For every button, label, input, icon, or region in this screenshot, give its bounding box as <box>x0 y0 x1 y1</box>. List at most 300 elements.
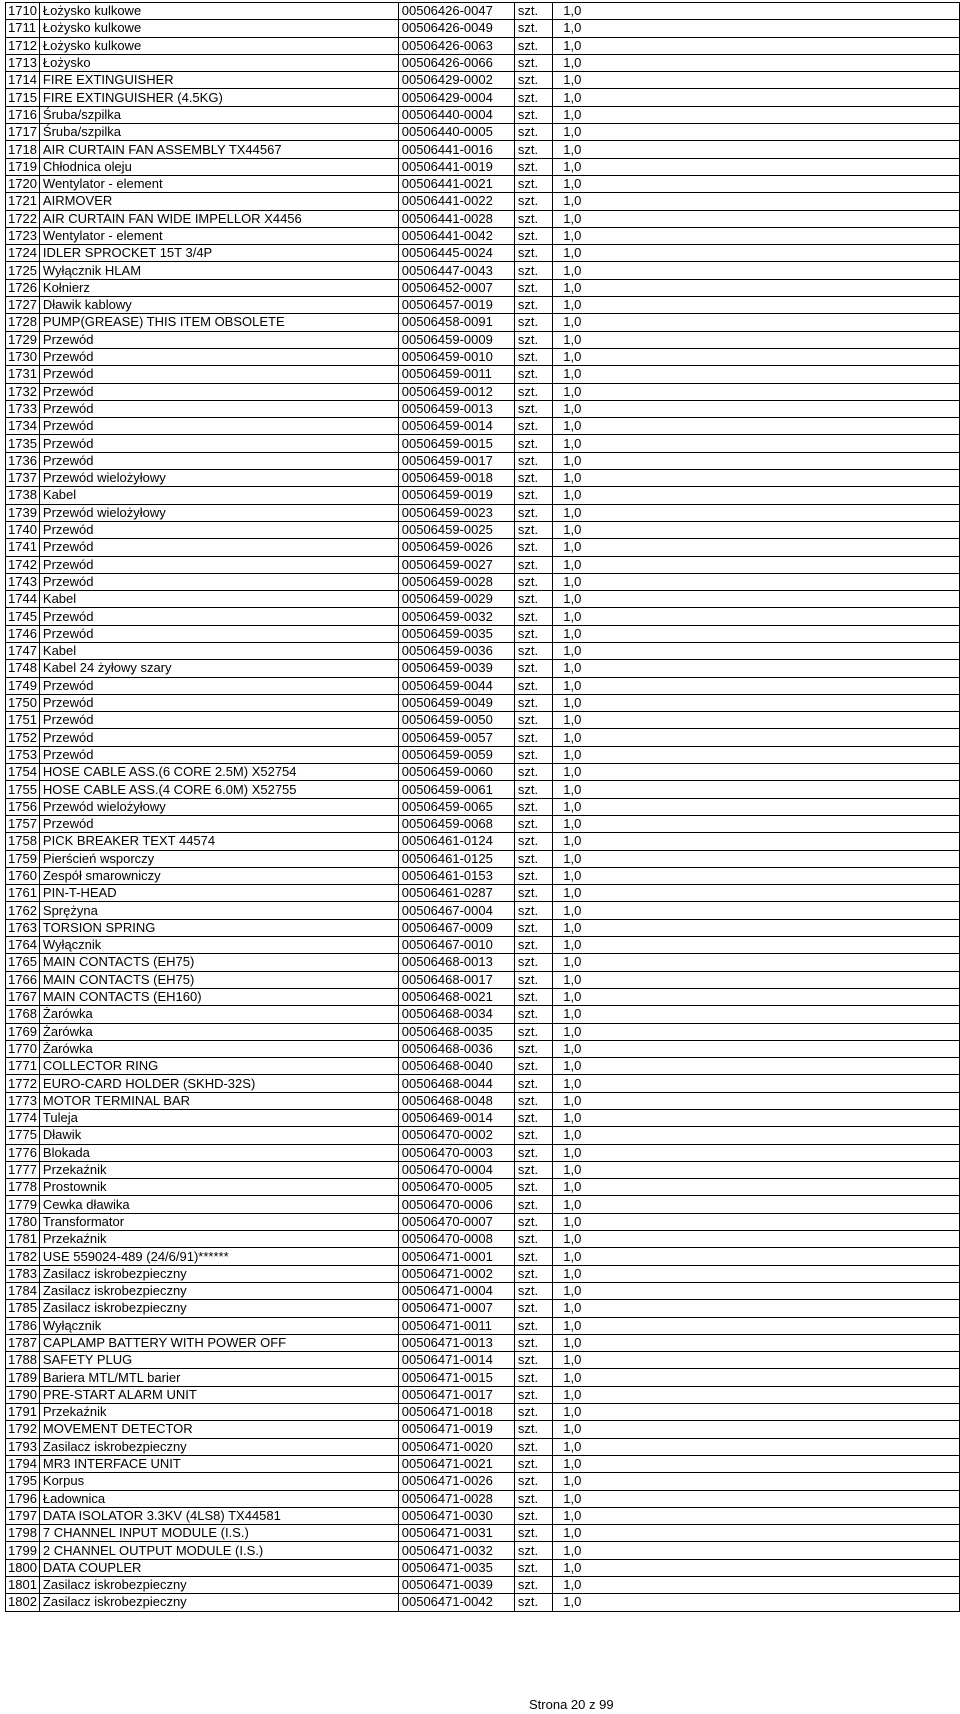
row-number-cell: 1762 <box>6 902 40 919</box>
item-name-cell: Przewód <box>39 625 398 642</box>
table-row <box>6 1127 960 1144</box>
quantity-cell: 1,0 <box>553 470 960 487</box>
table-row <box>6 746 960 763</box>
quantity-cell: 1,0 <box>553 1473 960 1490</box>
row-number-cell: 1761 <box>6 885 40 902</box>
item-code-cell: 00506471-0014 <box>398 1352 514 1369</box>
quantity-cell: 1,0 <box>553 193 960 210</box>
table-row <box>6 1092 960 1109</box>
unit-cell: szt. <box>514 1110 552 1127</box>
table-row <box>6 418 960 435</box>
table-row <box>6 37 960 54</box>
quantity-cell: 1,0 <box>553 1179 960 1196</box>
row-number-cell: 1718 <box>6 141 40 158</box>
item-code-cell: 00506459-0039 <box>398 660 514 677</box>
row-number-cell: 1731 <box>6 366 40 383</box>
unit-cell: szt. <box>514 1092 552 1109</box>
row-number-cell: 1743 <box>6 573 40 590</box>
item-code-cell: 00506440-0005 <box>398 124 514 141</box>
quantity-cell: 1,0 <box>553 660 960 677</box>
quantity-cell: 1,0 <box>553 106 960 123</box>
table-row <box>6 1369 960 1386</box>
item-name-cell: Sprężyna <box>39 902 398 919</box>
unit-cell: szt. <box>514 366 552 383</box>
item-code-cell: 00506470-0005 <box>398 1179 514 1196</box>
unit-cell: szt. <box>514 937 552 954</box>
quantity-cell: 1,0 <box>553 314 960 331</box>
item-name-cell: Przekaźnik <box>39 1404 398 1421</box>
quantity-cell: 1,0 <box>553 89 960 106</box>
unit-cell: szt. <box>514 1577 552 1594</box>
item-code-cell: 00506471-0026 <box>398 1473 514 1490</box>
quantity-cell: 1,0 <box>553 1334 960 1351</box>
row-number-cell: 1737 <box>6 470 40 487</box>
item-code-cell: 00506459-0049 <box>398 694 514 711</box>
row-number-cell: 1760 <box>6 867 40 884</box>
item-code-cell: 00506429-0004 <box>398 89 514 106</box>
unit-cell: szt. <box>514 487 552 504</box>
quantity-cell: 1,0 <box>553 1161 960 1178</box>
table-row <box>6 902 960 919</box>
quantity-cell: 1,0 <box>553 1110 960 1127</box>
unit-cell: szt. <box>514 1248 552 1265</box>
item-name-cell: Łożysko <box>39 54 398 71</box>
table-row <box>6 1248 960 1265</box>
table-row <box>6 1577 960 1594</box>
item-name-cell: Przewód <box>39 556 398 573</box>
row-number-cell: 1781 <box>6 1231 40 1248</box>
item-name-cell: MAIN CONTACTS (EH75) <box>39 954 398 971</box>
row-number-cell: 1715 <box>6 89 40 106</box>
item-name-cell: Przewód <box>39 573 398 590</box>
quantity-cell: 1,0 <box>553 677 960 694</box>
unit-cell: szt. <box>514 1473 552 1490</box>
item-name-cell: FIRE EXTINGUISHER <box>39 72 398 89</box>
item-name-cell: AIR CURTAIN FAN WIDE IMPELLOR X4456 <box>39 210 398 227</box>
item-code-cell: 00506468-0035 <box>398 1023 514 1040</box>
item-name-cell: MR3 INTERFACE UNIT <box>39 1455 398 1472</box>
unit-cell: szt. <box>514 902 552 919</box>
item-name-cell: Blokada <box>39 1144 398 1161</box>
row-number-cell: 1766 <box>6 971 40 988</box>
row-number-cell: 1717 <box>6 124 40 141</box>
unit-cell: szt. <box>514 867 552 884</box>
row-number-cell: 1797 <box>6 1507 40 1524</box>
table-row <box>6 885 960 902</box>
row-number-cell: 1755 <box>6 781 40 798</box>
unit-cell: szt. <box>514 694 552 711</box>
item-name-cell: Tuleja <box>39 1110 398 1127</box>
quantity-cell: 1,0 <box>553 764 960 781</box>
item-name-cell: SAFETY PLUG <box>39 1352 398 1369</box>
quantity-cell: 1,0 <box>553 850 960 867</box>
table-row <box>6 1213 960 1230</box>
item-name-cell: Żarówka <box>39 1023 398 1040</box>
quantity-cell: 1,0 <box>553 331 960 348</box>
unit-cell: szt. <box>514 1490 552 1507</box>
quantity-cell: 1,0 <box>553 1490 960 1507</box>
item-code-cell: 00506468-0048 <box>398 1092 514 1109</box>
item-code-cell: 00506459-0019 <box>398 487 514 504</box>
item-code-cell: 00506459-0029 <box>398 591 514 608</box>
unit-cell: szt. <box>514 470 552 487</box>
item-name-cell: Dławik <box>39 1127 398 1144</box>
unit-cell: szt. <box>514 971 552 988</box>
row-number-cell: 1790 <box>6 1386 40 1403</box>
item-code-cell: 00506461-0125 <box>398 850 514 867</box>
table-row <box>6 937 960 954</box>
quantity-cell: 1,0 <box>553 694 960 711</box>
item-code-cell: 00506426-0066 <box>398 54 514 71</box>
row-number-cell: 1728 <box>6 314 40 331</box>
item-code-cell: 00506468-0021 <box>398 988 514 1005</box>
table-row <box>6 158 960 175</box>
item-code-cell: 00506441-0019 <box>398 158 514 175</box>
unit-cell: szt. <box>514 1559 552 1576</box>
unit-cell: szt. <box>514 660 552 677</box>
quantity-cell: 1,0 <box>553 919 960 936</box>
quantity-cell: 1,0 <box>553 1213 960 1230</box>
row-number-cell: 1738 <box>6 487 40 504</box>
item-name-cell: Korpus <box>39 1473 398 1490</box>
unit-cell: szt. <box>514 677 552 694</box>
row-number-cell: 1782 <box>6 1248 40 1265</box>
item-name-cell: MOTOR TERMINAL BAR <box>39 1092 398 1109</box>
parts-table-body <box>6 3 960 1612</box>
item-code-cell: 00506467-0010 <box>398 937 514 954</box>
unit-cell: szt. <box>514 556 552 573</box>
item-name-cell: Przewód <box>39 331 398 348</box>
unit-cell: szt. <box>514 141 552 158</box>
quantity-cell: 1,0 <box>553 1594 960 1611</box>
row-number-cell: 1719 <box>6 158 40 175</box>
quantity-cell: 1,0 <box>553 366 960 383</box>
item-code-cell: 00506459-0044 <box>398 677 514 694</box>
quantity-cell: 1,0 <box>553 815 960 832</box>
unit-cell: szt. <box>514 314 552 331</box>
item-name-cell: Przewód <box>39 400 398 417</box>
item-code-cell: 00506426-0049 <box>398 20 514 37</box>
table-row <box>6 1075 960 1092</box>
table-row <box>6 1542 960 1559</box>
unit-cell: szt. <box>514 1144 552 1161</box>
row-number-cell: 1748 <box>6 660 40 677</box>
table-row <box>6 729 960 746</box>
item-name-cell: Wyłącznik HLAM <box>39 262 398 279</box>
unit-cell: szt. <box>514 642 552 659</box>
unit-cell: szt. <box>514 297 552 314</box>
quantity-cell: 1,0 <box>553 885 960 902</box>
unit-cell: szt. <box>514 1455 552 1472</box>
item-name-cell: Przewód wielożyłowy <box>39 470 398 487</box>
item-code-cell: 00506471-0004 <box>398 1282 514 1299</box>
table-row <box>6 988 960 1005</box>
unit-cell: szt. <box>514 37 552 54</box>
item-name-cell: Łożysko kulkowe <box>39 3 398 20</box>
row-number-cell: 1751 <box>6 712 40 729</box>
item-name-cell: HOSE CABLE ASS.(6 CORE 2.5M) X52754 <box>39 764 398 781</box>
item-code-cell: 00506471-0011 <box>398 1317 514 1334</box>
quantity-cell: 1,0 <box>553 1282 960 1299</box>
item-code-cell: 00506471-0019 <box>398 1421 514 1438</box>
row-number-cell: 1800 <box>6 1559 40 1576</box>
parts-table <box>5 2 960 1612</box>
table-row <box>6 919 960 936</box>
quantity-cell: 1,0 <box>553 1542 960 1559</box>
item-code-cell: 00506471-0001 <box>398 1248 514 1265</box>
row-number-cell: 1767 <box>6 988 40 1005</box>
unit-cell: szt. <box>514 175 552 192</box>
quantity-cell: 1,0 <box>553 54 960 71</box>
item-code-cell: 00506426-0063 <box>398 37 514 54</box>
item-name-cell: Przekaźnik <box>39 1231 398 1248</box>
row-number-cell: 1770 <box>6 1040 40 1057</box>
table-row <box>6 1179 960 1196</box>
item-name-cell: Zasilacz iskrobezpieczny <box>39 1577 398 1594</box>
table-row <box>6 1231 960 1248</box>
table-row <box>6 1023 960 1040</box>
table-row <box>6 487 960 504</box>
row-number-cell: 1795 <box>6 1473 40 1490</box>
table-row <box>6 1040 960 1057</box>
item-name-cell: Wentylator - element <box>39 175 398 192</box>
item-name-cell: Zasilacz iskrobezpieczny <box>39 1594 398 1611</box>
table-row <box>6 245 960 262</box>
unit-cell: szt. <box>514 1213 552 1230</box>
table-row <box>6 106 960 123</box>
table-row <box>6 72 960 89</box>
unit-cell: szt. <box>514 1317 552 1334</box>
quantity-cell: 1,0 <box>553 988 960 1005</box>
row-number-cell: 1759 <box>6 850 40 867</box>
quantity-cell: 1,0 <box>553 642 960 659</box>
item-name-cell: Wyłącznik <box>39 1317 398 1334</box>
table-row <box>6 556 960 573</box>
quantity-cell: 1,0 <box>553 625 960 642</box>
item-name-cell: Przewód wielożyłowy <box>39 798 398 815</box>
unit-cell: szt. <box>514 746 552 763</box>
row-number-cell: 1786 <box>6 1317 40 1334</box>
item-code-cell: 00506471-0021 <box>398 1455 514 1472</box>
item-name-cell: Wyłącznik <box>39 937 398 954</box>
item-code-cell: 00506459-0018 <box>398 470 514 487</box>
row-number-cell: 1758 <box>6 833 40 850</box>
quantity-cell: 1,0 <box>553 504 960 521</box>
item-code-cell: 00506468-0040 <box>398 1058 514 1075</box>
quantity-cell: 1,0 <box>553 1196 960 1213</box>
item-code-cell: 00506426-0047 <box>398 3 514 20</box>
row-number-cell: 1769 <box>6 1023 40 1040</box>
table-row <box>6 1473 960 1490</box>
item-code-cell: 00506459-0011 <box>398 366 514 383</box>
item-code-cell: 00506461-0124 <box>398 833 514 850</box>
row-number-cell: 1725 <box>6 262 40 279</box>
quantity-cell: 1,0 <box>553 158 960 175</box>
quantity-cell: 1,0 <box>553 348 960 365</box>
row-number-cell: 1726 <box>6 279 40 296</box>
quantity-cell: 1,0 <box>553 971 960 988</box>
unit-cell: szt. <box>514 89 552 106</box>
quantity-cell: 1,0 <box>553 1421 960 1438</box>
table-row <box>6 781 960 798</box>
item-name-cell: Żarówka <box>39 1040 398 1057</box>
row-number-cell: 1789 <box>6 1369 40 1386</box>
table-row <box>6 1144 960 1161</box>
row-number-cell: 1727 <box>6 297 40 314</box>
unit-cell: szt. <box>514 348 552 365</box>
table-row <box>6 971 960 988</box>
unit-cell: szt. <box>514 20 552 37</box>
quantity-cell: 1,0 <box>553 1040 960 1057</box>
item-name-cell: Przewód <box>39 746 398 763</box>
quantity-cell: 1,0 <box>553 521 960 538</box>
table-row <box>6 1421 960 1438</box>
item-name-cell: Przewód wielożyłowy <box>39 504 398 521</box>
item-code-cell: 00506468-0013 <box>398 954 514 971</box>
row-number-cell: 1775 <box>6 1127 40 1144</box>
item-name-cell: Przewód <box>39 729 398 746</box>
table-row <box>6 400 960 417</box>
table-row <box>6 383 960 400</box>
row-number-cell: 1753 <box>6 746 40 763</box>
row-number-cell: 1799 <box>6 1542 40 1559</box>
quantity-cell: 1,0 <box>553 1525 960 1542</box>
item-name-cell: PIN-T-HEAD <box>39 885 398 902</box>
item-code-cell: 00506459-0059 <box>398 746 514 763</box>
row-number-cell: 1733 <box>6 400 40 417</box>
item-name-cell: Przewód <box>39 452 398 469</box>
item-name-cell: Żarówka <box>39 1006 398 1023</box>
item-code-cell: 00506471-0002 <box>398 1265 514 1282</box>
unit-cell: szt. <box>514 919 552 936</box>
unit-cell: szt. <box>514 106 552 123</box>
unit-cell: szt. <box>514 591 552 608</box>
item-name-cell: Przewód <box>39 348 398 365</box>
item-name-cell: Śruba/szpilka <box>39 124 398 141</box>
item-code-cell: 00506471-0017 <box>398 1386 514 1403</box>
quantity-cell: 1,0 <box>553 279 960 296</box>
unit-cell: szt. <box>514 1507 552 1524</box>
table-row <box>6 193 960 210</box>
row-number-cell: 1788 <box>6 1352 40 1369</box>
table-row <box>6 608 960 625</box>
table-row <box>6 124 960 141</box>
unit-cell: szt. <box>514 1075 552 1092</box>
table-row <box>6 677 960 694</box>
quantity-cell: 1,0 <box>553 1352 960 1369</box>
unit-cell: szt. <box>514 1265 552 1282</box>
table-row <box>6 1110 960 1127</box>
item-code-cell: 00506471-0020 <box>398 1438 514 1455</box>
unit-cell: szt. <box>514 1404 552 1421</box>
unit-cell: szt. <box>514 1127 552 1144</box>
quantity-cell: 1,0 <box>553 1006 960 1023</box>
item-code-cell: 00506459-0017 <box>398 452 514 469</box>
unit-cell: szt. <box>514 418 552 435</box>
item-name-cell: USE 559024-489 (24/6/91)****** <box>39 1248 398 1265</box>
quantity-cell: 1,0 <box>553 608 960 625</box>
row-number-cell: 1773 <box>6 1092 40 1109</box>
table-row <box>6 262 960 279</box>
item-name-cell: Zasilacz iskrobezpieczny <box>39 1265 398 1282</box>
table-row <box>6 591 960 608</box>
item-name-cell: Zasilacz iskrobezpieczny <box>39 1300 398 1317</box>
quantity-cell: 1,0 <box>553 712 960 729</box>
item-name-cell: Pierścień wsporczy <box>39 850 398 867</box>
item-name-cell: Ładownica <box>39 1490 398 1507</box>
row-number-cell: 1722 <box>6 210 40 227</box>
table-row <box>6 54 960 71</box>
item-code-cell: 00506467-0004 <box>398 902 514 919</box>
row-number-cell: 1771 <box>6 1058 40 1075</box>
row-number-cell: 1794 <box>6 1455 40 1472</box>
table-row <box>6 539 960 556</box>
quantity-cell: 1,0 <box>553 400 960 417</box>
item-name-cell: DATA COUPLER <box>39 1559 398 1576</box>
item-code-cell: 00506470-0007 <box>398 1213 514 1230</box>
table-row <box>6 642 960 659</box>
unit-cell: szt. <box>514 54 552 71</box>
table-row <box>6 1161 960 1178</box>
table-row <box>6 764 960 781</box>
item-code-cell: 00506441-0016 <box>398 141 514 158</box>
unit-cell: szt. <box>514 227 552 244</box>
unit-cell: szt. <box>514 729 552 746</box>
row-number-cell: 1764 <box>6 937 40 954</box>
item-code-cell: 00506457-0019 <box>398 297 514 314</box>
table-row <box>6 1438 960 1455</box>
table-row <box>6 694 960 711</box>
quantity-cell: 1,0 <box>553 435 960 452</box>
item-code-cell: 00506441-0022 <box>398 193 514 210</box>
quantity-cell: 1,0 <box>553 1438 960 1455</box>
quantity-cell: 1,0 <box>553 798 960 815</box>
item-code-cell: 00506471-0031 <box>398 1525 514 1542</box>
row-number-cell: 1793 <box>6 1438 40 1455</box>
row-number-cell: 1779 <box>6 1196 40 1213</box>
item-code-cell: 00506470-0004 <box>398 1161 514 1178</box>
row-number-cell: 1783 <box>6 1265 40 1282</box>
row-number-cell: 1791 <box>6 1404 40 1421</box>
quantity-cell: 1,0 <box>553 1404 960 1421</box>
item-name-cell: Zasilacz iskrobezpieczny <box>39 1282 398 1299</box>
quantity-cell: 1,0 <box>553 452 960 469</box>
unit-cell: szt. <box>514 1352 552 1369</box>
row-number-cell: 1780 <box>6 1213 40 1230</box>
row-number-cell: 1801 <box>6 1577 40 1594</box>
unit-cell: szt. <box>514 539 552 556</box>
item-code-cell: 00506459-0025 <box>398 521 514 538</box>
item-code-cell: 00506458-0091 <box>398 314 514 331</box>
quantity-cell: 1,0 <box>553 1144 960 1161</box>
unit-cell: szt. <box>514 400 552 417</box>
item-code-cell: 00506452-0007 <box>398 279 514 296</box>
quantity-cell: 1,0 <box>553 1300 960 1317</box>
row-number-cell: 1796 <box>6 1490 40 1507</box>
row-number-cell: 1732 <box>6 383 40 400</box>
table-row <box>6 1386 960 1403</box>
row-number-cell: 1716 <box>6 106 40 123</box>
item-code-cell: 00506459-0036 <box>398 642 514 659</box>
item-name-cell: Przewód <box>39 521 398 538</box>
item-code-cell: 00506459-0026 <box>398 539 514 556</box>
unit-cell: szt. <box>514 1369 552 1386</box>
table-row <box>6 20 960 37</box>
quantity-cell: 1,0 <box>553 1369 960 1386</box>
item-code-cell: 00506471-0039 <box>398 1577 514 1594</box>
quantity-cell: 1,0 <box>553 729 960 746</box>
table-row <box>6 867 960 884</box>
